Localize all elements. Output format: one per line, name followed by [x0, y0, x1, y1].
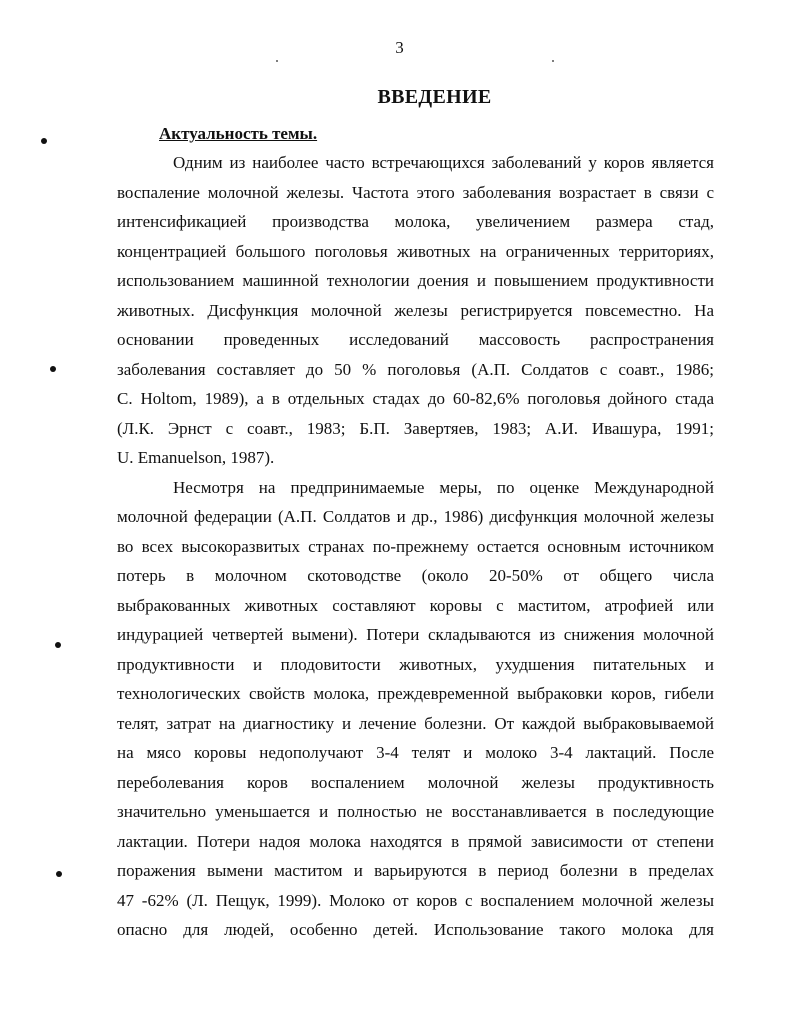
text-line: продуктивности и плодовитости животных, ухудшения питательных и: [117, 654, 714, 674]
scan-speck: [276, 60, 278, 62]
text-line: Несмотря на предпринимаемые меры, по оценке Международной: [173, 477, 714, 497]
text-line: концентрацией большого поголовья животных на ограниченных территориях,: [117, 241, 714, 261]
text-line: во всех высокоразвитых странах по-прежнему остается основным источником: [117, 536, 714, 556]
text-line: заболевания составляет до 50 % поголовья (А.П. Солдатов с соавт., 1986;: [117, 359, 714, 379]
page-title: ВВЕДЕНИЕ: [377, 86, 492, 108]
section-heading: Актуальность темы.: [159, 124, 318, 143]
text-line: молочной федерации (А.П. Солдатов и др., 1986) дисфункция молочной железы: [117, 507, 714, 526]
page-number: 3: [395, 38, 404, 57]
text-line: переболевания коров воспалением молочной железы продуктивность: [117, 772, 714, 792]
paragraph-2: [117, 473, 714, 945]
paragraph-1: [117, 148, 714, 473]
text-line: U. Emanuelson, 1987).: [117, 448, 275, 467]
scan-speck: [552, 60, 554, 62]
text-line: телят, затрат на диагностику и лечение болезни. От каждой выбраковываемой: [117, 713, 714, 733]
text-line: (Л.К. Эрнст с соавт., 1983; Б.П. Завертяев, 1983; А.И. Ивашура, 1991;: [117, 418, 714, 438]
text-line: поражения вымени маститом и варьируются в период болезни в пределах: [117, 861, 714, 880]
text-line: выбракованных животных составляют коровы с маститом, атрофией или: [117, 595, 714, 615]
scan-mark-dot: [55, 642, 61, 648]
text-line: на мясо коровы недополучают 3-4 телят и молоко 3-4 лактаций. После: [117, 743, 714, 762]
text-line: интенсификацией производства молока, увеличением размера стад,: [117, 212, 714, 231]
text-line: Одним из наиболее часто встречающихся заболеваний у коров является: [173, 153, 714, 172]
text-line: технологических свойств молока, преждевременной выбраковки коров, гибели: [117, 684, 714, 703]
text-line: лактации. Потери надоя молока находятся в прямой зависимости от степени: [117, 831, 714, 851]
text-line: потерь в молочном скотоводстве (около 20-50% от общего числа: [117, 566, 714, 585]
text-line: воспаление молочной железы. Частота этого заболевания возрастает в связи с: [117, 182, 714, 202]
scan-mark-dot: [50, 366, 56, 372]
body-text: [117, 148, 714, 945]
text-line: основании проведенных исследований массовость распространения: [117, 330, 714, 349]
text-line: животных. Дисфункция молочной железы регистрируется повсеместно. На: [117, 300, 714, 320]
text-line: C. Holtom, 1989), а в отдельных стадах до 60-82,6% поголовья дойного стада: [117, 389, 714, 408]
scan-mark-dot: [56, 871, 62, 877]
scan-mark-dot: [41, 138, 47, 144]
text-line: опасно для людей, особенно детей. Использование такого молока для: [117, 920, 714, 939]
text-line: использованием машинной технологии доения и повышением продуктивности: [117, 271, 714, 290]
text-line: 47 -62% (Л. Пещук, 1999). Молоко от коров с воспалением молочной железы: [117, 890, 714, 910]
text-line: значительно уменьшается и полностью не восстанавливается в последующие: [117, 802, 714, 821]
text-line: индурацией четвертей вымени). Потери складываются из снижения молочной: [117, 625, 714, 644]
